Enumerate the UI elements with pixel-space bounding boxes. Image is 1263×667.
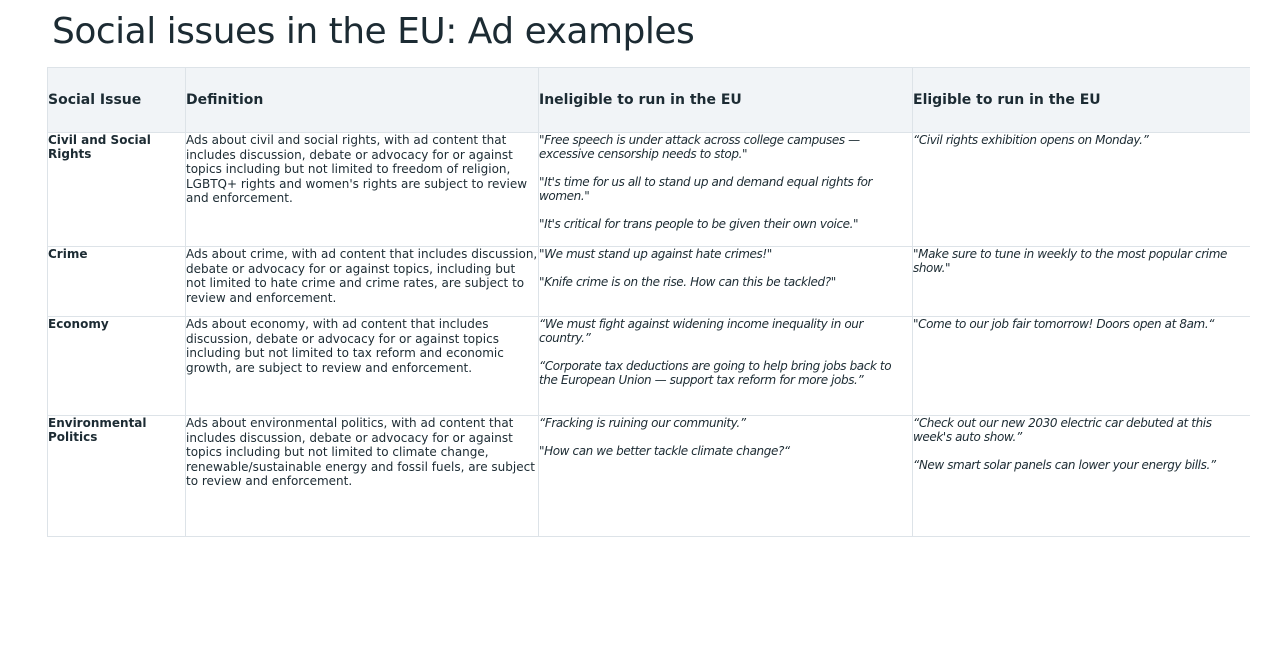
ineligible-example: "It's critical for trans people to be given their own voice." bbox=[539, 217, 859, 231]
definition-text: Ads about crime, with ad content that includes discussion, debate or advocacy for or against topics, including but not limited to hate crime and crime rates, are subject to review and enforcement. bbox=[186, 247, 538, 305]
column-header-eligible: Eligible to run in the EU bbox=[913, 68, 1251, 133]
ineligible-cell bbox=[539, 133, 913, 247]
eligible-cell bbox=[913, 247, 1251, 317]
eligible-cell bbox=[913, 416, 1251, 537]
definition-cell bbox=[186, 317, 539, 416]
table-row bbox=[48, 317, 1251, 416]
column-header-definition: Definition bbox=[186, 68, 539, 133]
table-row bbox=[48, 416, 1251, 537]
column-header-ineligible: Ineligible to run in the EU bbox=[539, 68, 913, 133]
eligible-example: “Civil rights exhibition opens on Monday.” bbox=[913, 133, 1149, 147]
ineligible-example: "Free speech is under attack across college campuses — excessive censorship needs to stop." bbox=[539, 133, 860, 161]
eligible-example: "Come to our job fair tomorrow! Doors open at 8am.“ bbox=[913, 317, 1215, 331]
ineligible-example: "We must stand up against hate crimes!" bbox=[539, 247, 772, 261]
social-issue-cell bbox=[48, 133, 186, 247]
definition-cell bbox=[186, 133, 539, 247]
eligible-cell bbox=[913, 317, 1251, 416]
ineligible-example: "It's time for us all to stand up and demand equal rights for women." bbox=[539, 175, 873, 203]
column-header-social-issue: Social Issue bbox=[48, 68, 186, 133]
social-issue-cell bbox=[48, 416, 186, 537]
social-issue-name: Environmental Politics bbox=[48, 416, 147, 444]
table-row bbox=[48, 247, 1251, 317]
definition-text: Ads about economy, with ad content that includes discussion, debate or advocacy for or against topics including but not limited to tax reform and economic growth, are subject to review and enforcement. bbox=[186, 317, 504, 375]
definition-text: Ads about civil and social rights, with ad content that includes discussion, debate or advocacy for or against topics including but not limited to freedom of religion, LGBTQ+ rights and women's rights are subject to review and enforcement. bbox=[186, 133, 528, 205]
ineligible-example: "Knife crime is on the rise. How can this be tackled?" bbox=[539, 275, 836, 289]
ineligible-example: “Fracking is ruining our community.” bbox=[539, 416, 746, 430]
ineligible-cell bbox=[539, 247, 913, 317]
definition-cell bbox=[186, 247, 539, 317]
ad-examples-table bbox=[47, 67, 1250, 537]
ineligible-example: “Corporate tax deductions are going to help bring jobs back to the European Union — support tax reform for more jobs.” bbox=[539, 359, 892, 387]
eligible-example: “New smart solar panels can lower your energy bills.” bbox=[913, 458, 1216, 472]
social-issue-cell bbox=[48, 317, 186, 416]
social-issue-name: Crime bbox=[48, 247, 88, 261]
ineligible-cell bbox=[539, 416, 913, 537]
header-row bbox=[48, 68, 1251, 133]
ineligible-example: “We must fight against widening income inequality in our country.” bbox=[539, 317, 863, 345]
definition-cell bbox=[186, 416, 539, 537]
eligible-cell bbox=[913, 133, 1251, 247]
social-issue-name: Civil and Social Rights bbox=[48, 133, 151, 161]
ineligible-cell bbox=[539, 317, 913, 416]
social-issue-cell bbox=[48, 247, 186, 317]
eligible-example: “Check out our new 2030 electric car debuted at this week's auto show.” bbox=[913, 416, 1212, 444]
ad-examples-table-container bbox=[47, 67, 1250, 667]
table-row bbox=[48, 133, 1251, 247]
social-issue-name: Economy bbox=[48, 317, 109, 331]
ineligible-example: "How can we better tackle climate change?“ bbox=[539, 444, 790, 458]
page-title: Social issues in the EU: Ad examples bbox=[52, 11, 695, 52]
eligible-example: "Make sure to tune in weekly to the most popular crime show." bbox=[913, 247, 1227, 275]
definition-text: Ads about environmental politics, with ad content that includes discussion, debate or advocacy for or against topics including but not limited to climate change, renewable/sustainable energy and fossil fuels, are subject to review and enforcement. bbox=[186, 416, 535, 488]
